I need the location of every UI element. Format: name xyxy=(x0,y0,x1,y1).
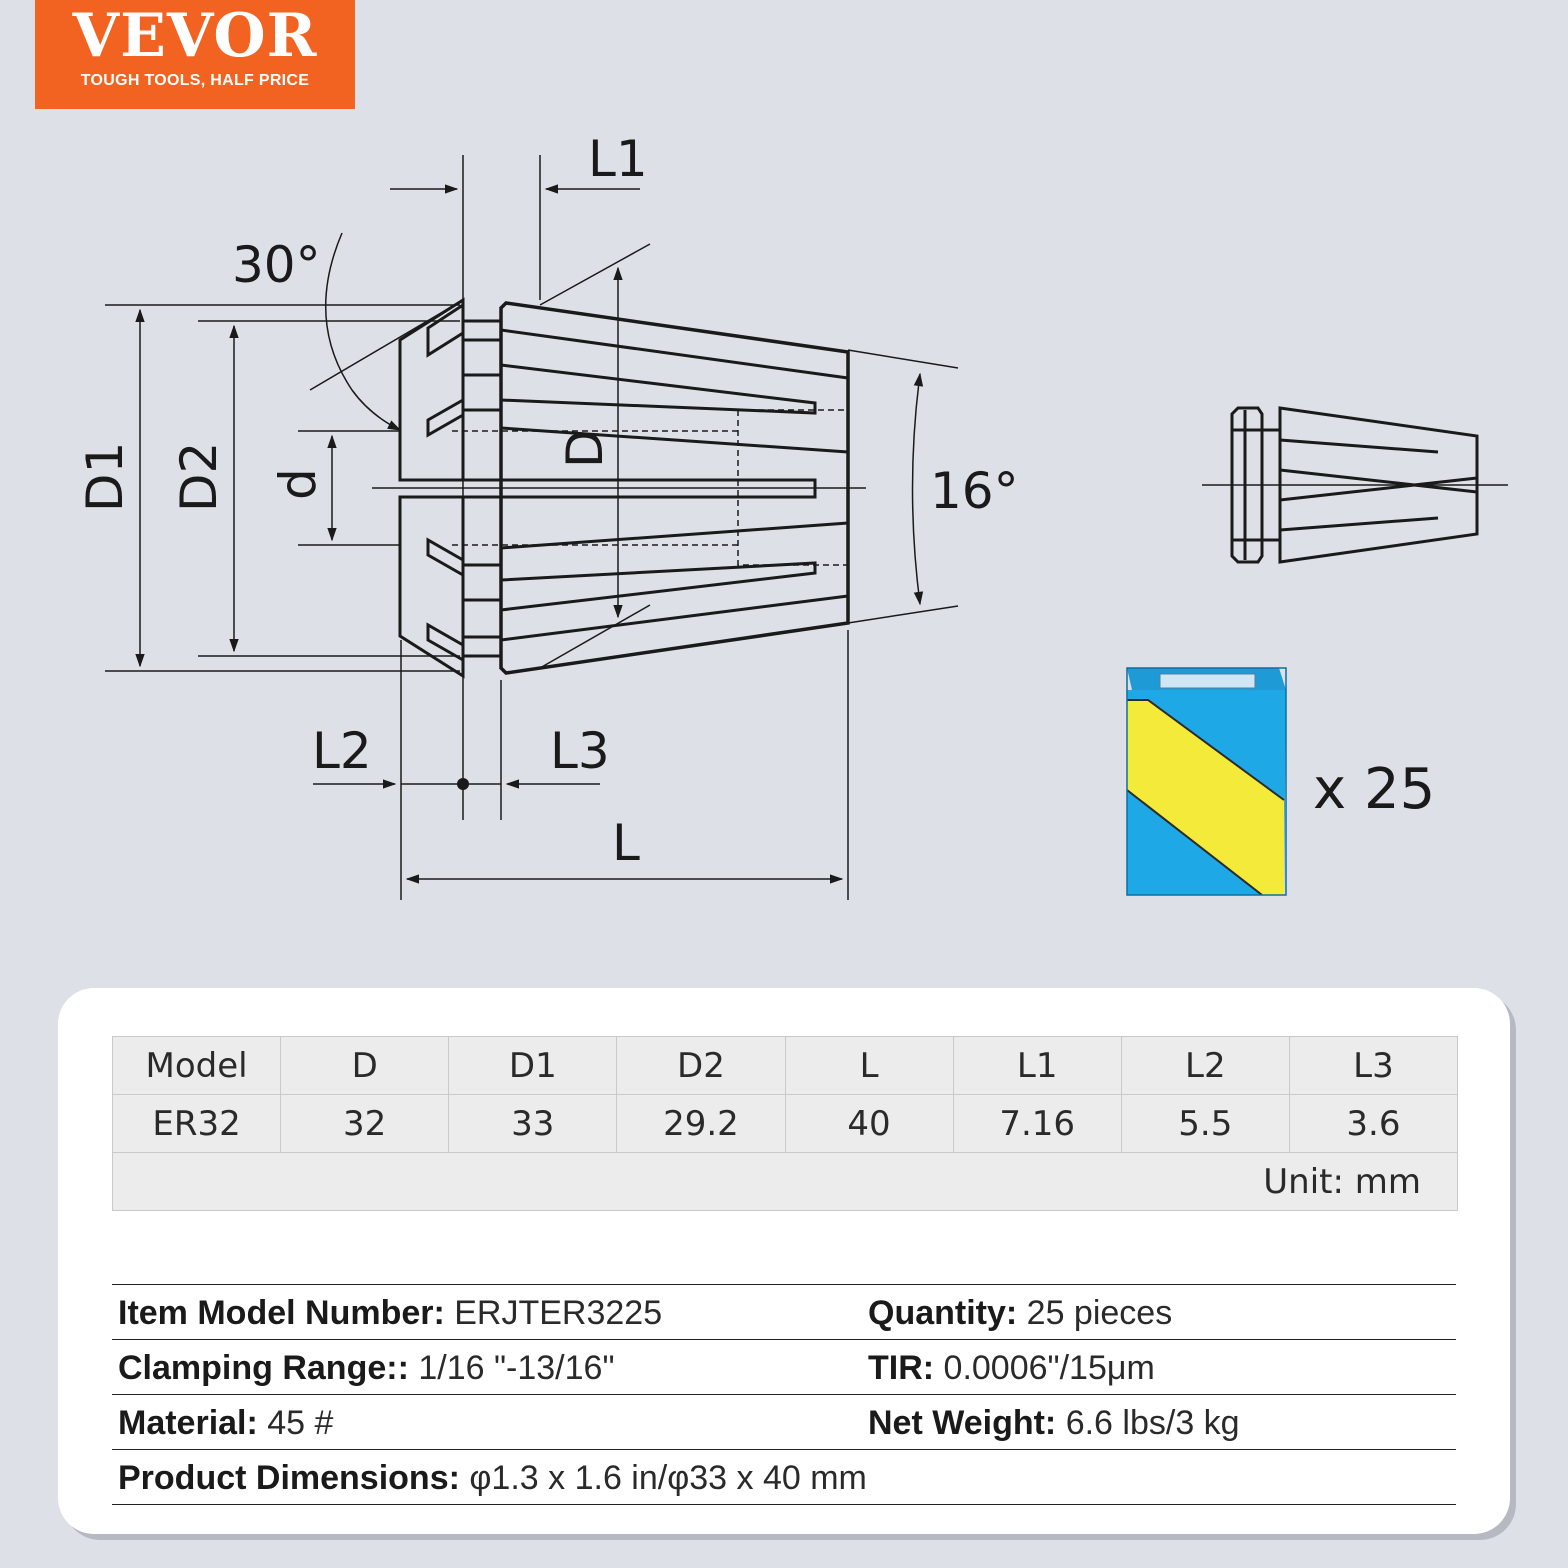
spec-quantity xyxy=(868,1294,1172,1333)
spec-value: 45 # xyxy=(257,1404,334,1442)
unit-note: Unit: mm xyxy=(113,1153,1458,1211)
brand-tagline: TOUGH TOOLS, HALF PRICE xyxy=(80,72,310,89)
spec-label: TIR: xyxy=(868,1349,935,1387)
label-d-small: d xyxy=(269,468,327,500)
spec-label: Material: xyxy=(118,1404,258,1442)
label-l3: L3 xyxy=(550,722,610,780)
spec-tir xyxy=(868,1349,1155,1388)
spec-value: 25 pieces xyxy=(1017,1294,1173,1332)
spec-label: Clamping Range:: xyxy=(118,1349,409,1387)
label-d1: D1 xyxy=(76,441,134,512)
spec-value: φ1.3 x 1.6 in/φ33 x 40 mm xyxy=(459,1459,867,1497)
table-header-row xyxy=(113,1037,1458,1095)
spec-net-weight xyxy=(868,1404,1240,1443)
spec-label: Product Dimensions: xyxy=(118,1459,460,1497)
label-l2: L2 xyxy=(312,722,372,780)
spec-label: Quantity: xyxy=(868,1294,1018,1332)
cell-d1: 33 xyxy=(449,1095,617,1153)
label-angle-16: 16° xyxy=(930,462,1019,520)
cell-d2: 29.2 xyxy=(617,1095,785,1153)
spec-row xyxy=(112,1340,1456,1395)
spec-value: ERJTER3225 xyxy=(444,1294,663,1332)
spec-row xyxy=(112,1285,1456,1340)
spec-clamping-range xyxy=(118,1349,615,1388)
spec-label: Net Weight: xyxy=(868,1404,1057,1442)
spec-row xyxy=(112,1395,1456,1450)
collet-side-view xyxy=(1202,408,1508,562)
package-box xyxy=(1127,668,1286,895)
header-l2: L2 xyxy=(1121,1037,1289,1095)
spec-row xyxy=(112,1450,1456,1505)
spec-list xyxy=(112,1284,1456,1505)
header-d2: D2 xyxy=(617,1037,785,1095)
label-d-big: D xyxy=(556,429,614,468)
header-l1: L1 xyxy=(953,1037,1121,1095)
header-model: Model xyxy=(113,1037,281,1095)
header-l: L xyxy=(785,1037,953,1095)
spec-value: 6.6 lbs/3 kg xyxy=(1056,1404,1240,1442)
spec-value: 1/16 "-13/16" xyxy=(408,1349,615,1387)
spec-item-model xyxy=(118,1294,662,1333)
package-quantity: x 25 xyxy=(1313,757,1436,822)
cell-l2: 5.5 xyxy=(1121,1095,1289,1153)
label-d2: D2 xyxy=(170,441,228,512)
dimension-table xyxy=(112,1036,1458,1211)
cell-l1: 7.16 xyxy=(953,1095,1121,1153)
cell-l: 40 xyxy=(785,1095,953,1153)
table-row xyxy=(113,1095,1458,1153)
spec-card xyxy=(58,988,1510,1534)
header-l3: L3 xyxy=(1289,1037,1457,1095)
spec-label: Item Model Number: xyxy=(118,1294,445,1332)
brand-name: VEVOR xyxy=(72,1,318,71)
header-d1: D1 xyxy=(449,1037,617,1095)
label-angle-30: 30° xyxy=(232,236,321,294)
table-unit-row xyxy=(113,1153,1458,1211)
label-l: L xyxy=(612,814,640,872)
spec-product-dimensions xyxy=(118,1459,867,1498)
reference-dot xyxy=(457,778,469,790)
cell-d: 32 xyxy=(281,1095,449,1153)
spec-material xyxy=(118,1404,333,1443)
cell-model: ER32 xyxy=(113,1095,281,1153)
spec-value: 0.0006"/15μm xyxy=(934,1349,1155,1387)
cell-l3: 3.6 xyxy=(1289,1095,1457,1153)
label-l1: L1 xyxy=(588,130,648,188)
header-d: D xyxy=(281,1037,449,1095)
